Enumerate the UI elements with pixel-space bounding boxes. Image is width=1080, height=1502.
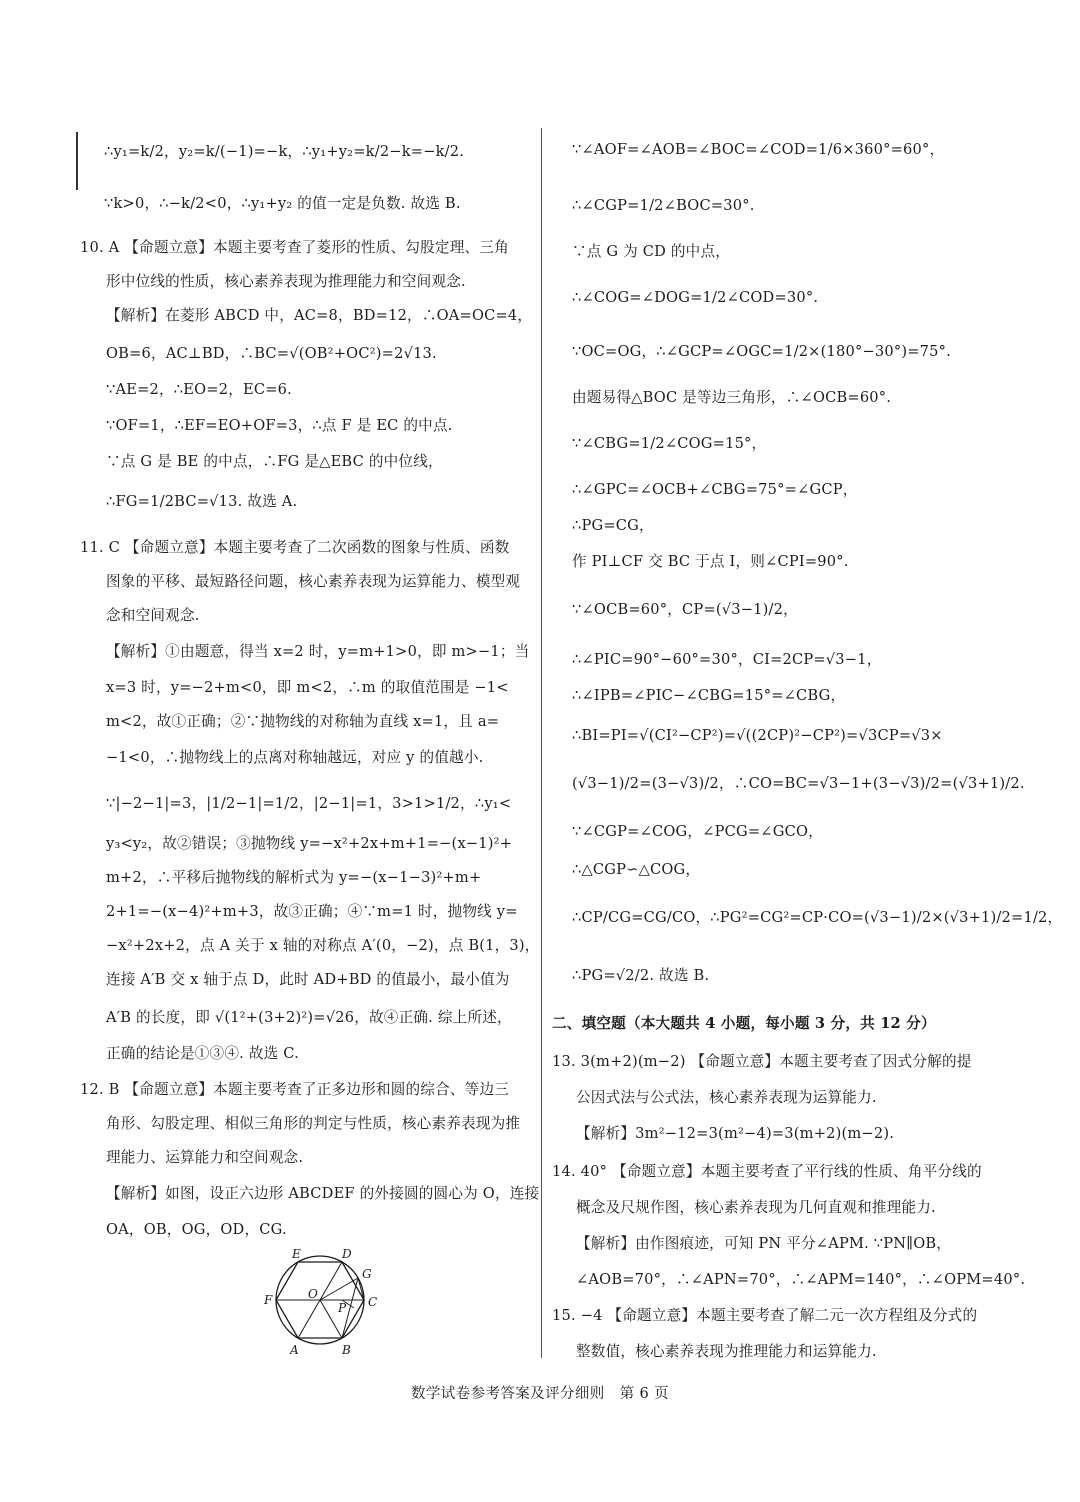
left-text-line: 形中位线的性质，核心素养表现为推理能力和空间观念. [106, 273, 466, 290]
right-text-line: 由题易得△BOC 是等边三角形，∴∠OCB=60°. [572, 389, 892, 406]
label-d: D [342, 1248, 352, 1261]
right-text-line: ∠AOB=70°，∴∠APN=70°，∴∠APM=140°，∴∠OPM=40°. [576, 1271, 1026, 1288]
left-text-line: 11. C 【命题立意】本题主要考查了二次函数的图象与性质、函数 [80, 539, 510, 556]
right-text-line: 【解析】由作图痕迹，可知 PN 平分∠APM. ∵PN∥OB， [576, 1235, 952, 1252]
right-text-line: ∴∠CGP=1/2∠BOC=30°. [572, 197, 755, 214]
right-text-line: ∴PG=CG， [572, 517, 654, 534]
right-text-line: (√3−1)/2=(3−√3)/2，∴CO=BC=√3−1+(3−√3)/2=(√3+1)/2. [572, 775, 1025, 792]
left-text-line: −x²+2x+2，点 A 关于 x 轴的对称点 A′(0，−2)，点 B(1，3)， [106, 937, 540, 954]
left-text-line: ∵k>0，∴−k/2<0，∴y₁+y₂ 的值一定是负数. 故选 B. [104, 195, 461, 212]
left-text-line: A′B 的长度，即 √(1²+(3+2)²)=√26，故④正确. 综上所述， [106, 1009, 512, 1026]
label-b: B [342, 1343, 351, 1357]
label-e: E [292, 1248, 301, 1261]
right-text-line: 概念及尺规作图，核心素养表现为几何直观和推理能力. [576, 1199, 936, 1216]
margin-mark [76, 132, 78, 190]
left-text-line: OB=6，AC⊥BD，∴BC=√(OB²+OC²)=2√13. [106, 345, 437, 362]
left-text-line: 角形、勾股定理、相似三角形的判定与性质，核心素养表现为推 [106, 1115, 521, 1132]
right-text-line: 【解析】3m²−12=3(m²−4)=3(m+2)(m−2). [576, 1125, 895, 1142]
right-text-line: ∴∠GPC=∠OCB+∠CBG=75°=∠GCP， [572, 481, 858, 498]
right-text-line: 二、填空题（本大题共 4 小题，每小题 3 分，共 12 分） [552, 1015, 936, 1032]
right-text-line: ∵∠OCB=60°，CP=(√3−1)/2， [572, 601, 798, 618]
right-text-line: 13. 3(m+2)(m−2) 【命题立意】本题主要考查了因式分解的提 [552, 1053, 972, 1070]
column-divider [541, 128, 542, 1358]
left-text-line: y₃<y₂，故②错误；③抛物线 y=−x²+2x+m+1=−(x−1)²+ [106, 835, 513, 852]
right-text-line: ∵OC=OG，∴∠GCP=∠OGC=1/2×(180°−30°)=75°. [572, 343, 951, 360]
right-text-line: ∵∠AOF=∠AOB=∠BOC=∠COD=1/6×360°=60°， [572, 141, 945, 158]
right-text-line: ∴△CGP∽△COG， [572, 861, 701, 878]
left-text-line: 12. B 【命题立意】本题主要考查了正多边形和圆的综合、等边三 [80, 1081, 510, 1098]
right-text-line: 作 PI⊥CF 交 BC 于点 I，则∠CPI=90°. [572, 553, 849, 570]
left-text-line: OA，OB，OG，OD，CG. [106, 1221, 287, 1238]
left-text-line: x=3 时，y=−2+m<0，即 m<2，∴m 的取值范围是 −1< [106, 679, 509, 696]
label-o: O [308, 1287, 318, 1301]
left-text-line: 【解析】在菱形 ABCD 中，AC=8，BD=12，∴OA=OC=4， [106, 307, 533, 324]
left-text-line: 理能力、运算能力和空间观念. [106, 1149, 304, 1166]
right-text-line: 整数值，核心素养表现为推理能力和运算能力. [576, 1343, 877, 1360]
right-text-line: ∵∠CGP=∠COG，∠PCG=∠GCO， [572, 823, 823, 840]
right-text-line: ∴∠COG=∠DOG=1/2∠COD=30°. [572, 289, 819, 306]
left-text-line: ∵|−2−1|=3，|1/2−1|=1/2，|2−1|=1，3>1>1/2，∴y₁< [106, 795, 512, 812]
label-p: P [338, 1301, 347, 1315]
left-text-line: m+2，∴平移后抛物线的解析式为 y=−(x−1−3)²+m+ [106, 869, 482, 886]
right-text-line: ∴BI=PI=√(CI²−CP²)=√((2CP)²−CP²)=√3CP=√3× [572, 727, 943, 744]
right-text-line: 15. −4 【命题立意】本题主要考查了解二元一次方程组及分式的 [552, 1307, 978, 1324]
left-text-line: ∴y₁=k/2，y₂=k/(−1)=−k，∴y₁+y₂=k/2−k=−k/2. [104, 143, 465, 160]
left-text-line: ∵OF=1，∴EF=EO+OF=3，∴点 F 是 EC 的中点. [106, 417, 453, 434]
left-text-line: 【解析】①由题意，得当 x=2 时，y=m+1>0，即 m>−1；当 [106, 643, 530, 660]
right-text-line: ∴PG=√2/2. 故选 B. [572, 967, 710, 984]
left-text-line: 念和空间观念. [106, 607, 200, 624]
left-text-line: 正确的结论是①③④. 故选 C. [106, 1045, 299, 1062]
left-text-line: m<2，故①正确；②∵抛物线的对称轴为直线 x=1，且 a= [106, 713, 500, 730]
left-text-line: ∴FG=1/2BC=√13. 故选 A. [106, 493, 298, 510]
label-f: F [264, 1293, 273, 1307]
right-text-line: ∵∠CBG=1/2∠COG=15°， [572, 435, 767, 452]
page-footer: 数学试卷参考答案及评分细则 第 6 页 [410, 1386, 670, 1402]
left-text-line: 图象的平移、最短路径问题，核心素养表现为运算能力、模型观 [106, 573, 521, 590]
right-text-line: 14. 40° 【命题立意】本题主要考查了平行线的性质、角平分线的 [552, 1163, 982, 1180]
hexagon-circle-figure [258, 1248, 390, 1360]
right-text-line: 公因式法与公式法，核心素养表现为运算能力. [576, 1089, 877, 1106]
left-text-line: 【解析】如图，设正六边形 ABCDEF 的外接圆的圆心为 O，连接 [106, 1185, 540, 1202]
label-a: A [290, 1343, 299, 1357]
left-text-line: ∵AE=2，∴EO=2，EC=6. [106, 381, 292, 398]
right-text-line: ∴∠PIC=90°−60°=30°，CI=2CP=√3−1， [572, 651, 882, 668]
left-text-line: 10. A 【命题立意】本题主要考查了菱形的性质、勾股定理、三角 [80, 239, 509, 256]
left-text-line: ∵点 G 是 BE 的中点，∴FG 是△EBC 的中位线， [106, 453, 443, 470]
right-text-line: ∵点 G 为 CD 的中点， [572, 243, 731, 260]
left-text-line: 连接 A′B 交 x 轴于点 D，此时 AD+BD 的值最小，最小值为 [106, 971, 510, 988]
label-g: G [362, 1267, 372, 1281]
left-text-line: 2+1=−(x−4)²+m+3，故③正确；④∵m=1 时，抛物线 y= [106, 903, 518, 920]
label-c: C [368, 1295, 378, 1309]
right-text-line: ∴∠IPB=∠PIC−∠CBG=15°=∠CBG， [572, 687, 846, 704]
right-text-line: ∴CP/CG=CG/CO，∴PG²=CG²=CP·CO=(√3−1)/2×(√3+1)/2=1/2， [572, 909, 1063, 926]
left-text-line: −1<0，∴抛物线上的点离对称轴越远，对应 y 的值越小. [106, 749, 484, 766]
